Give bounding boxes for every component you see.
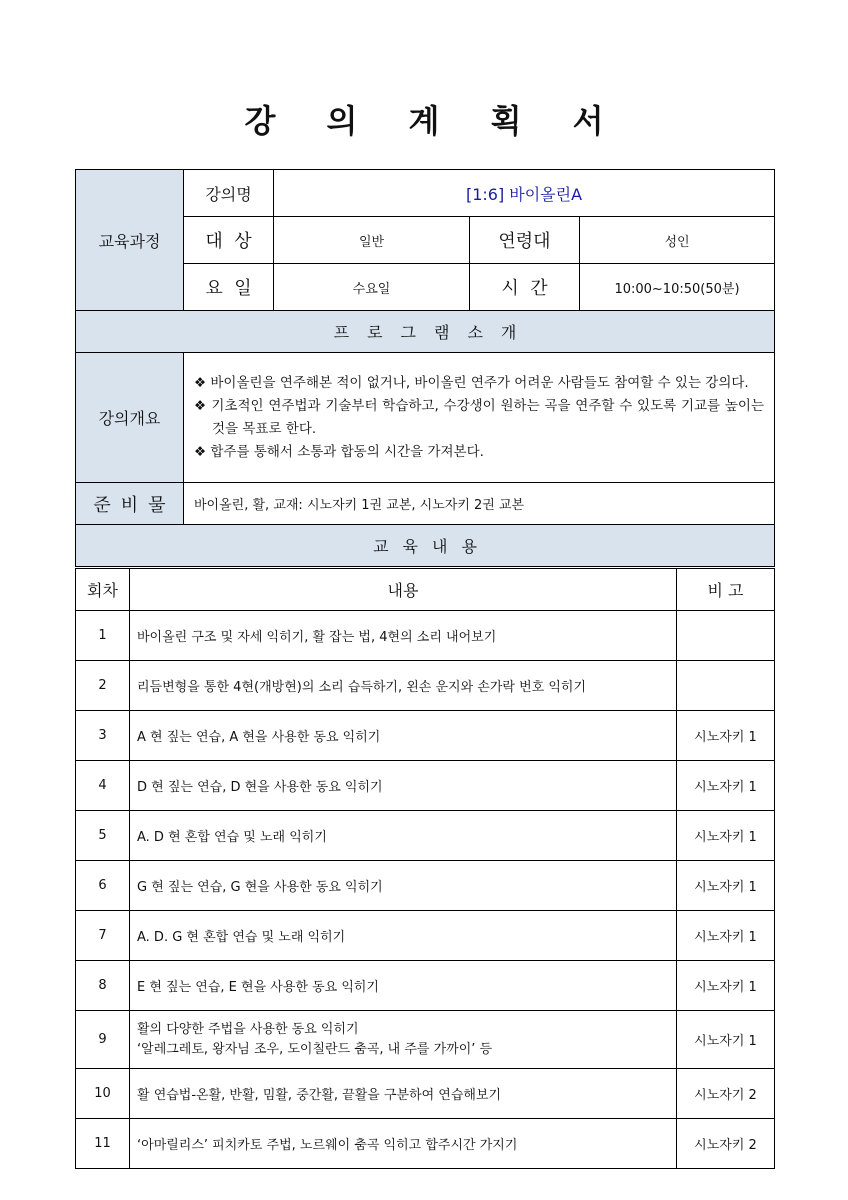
session-note: 시노자키 1 xyxy=(677,961,775,1011)
overview-item: ❖ 기초적인 연주법과 기술부터 학습하고, 수강생이 원하는 곡을 연주할 수 있도록 기교를 높이는 것을 목표로 한다. xyxy=(194,397,764,437)
session-note: 시노자키 1 xyxy=(677,711,775,761)
session-number: 1 xyxy=(76,611,130,661)
session-number: 8 xyxy=(76,961,130,1011)
table-row xyxy=(76,961,775,1011)
session-content: G 현 짚는 연습, G 현을 사용한 동요 익히기 xyxy=(130,861,677,911)
sessions-table xyxy=(75,568,775,1169)
session-content-line: ‘알레그레토, 왕자님 조우, 도이칠란드 춤곡, 내 주를 가까이’ 등 xyxy=(137,1041,493,1057)
overview-list xyxy=(184,353,775,483)
session-note: 시노자키 1 xyxy=(677,861,775,911)
session-note: 시노자키 1 xyxy=(677,761,775,811)
session-number: 11 xyxy=(76,1119,130,1169)
table-row xyxy=(76,1069,775,1119)
session-content: 활 연습법-온활, 반활, 밈활, 중간활, 끝활을 구분하여 연습해보기 xyxy=(130,1069,677,1119)
page-title: 강 의 계 획 서 xyxy=(244,102,624,140)
target-label: 대 상 xyxy=(184,217,274,264)
overview-item: ❖ 바이올린을 연주해본 적이 없거나, 바이올린 연주가 어려운 사람들도 참여할 수 있는 강의다. xyxy=(194,374,749,391)
table-row xyxy=(76,611,775,661)
content-header: 교육내용 xyxy=(76,525,775,567)
day-label: 요 일 xyxy=(184,264,274,311)
session-note: 시노자키 1 xyxy=(677,911,775,961)
materials-label: 준비물 xyxy=(76,483,184,525)
session-content: A. D 현 혼합 연습 및 노래 익히기 xyxy=(130,811,677,861)
session-number: 9 xyxy=(76,1011,130,1069)
table-row xyxy=(76,761,775,811)
session-content: 바이올린 구조 및 자세 익히기, 활 잡는 법, 4현의 소리 내어보기 xyxy=(130,611,677,661)
session-number: 7 xyxy=(76,911,130,961)
session-note: 시노자기 2 xyxy=(677,1069,775,1119)
session-note xyxy=(677,611,775,661)
session-content: A 현 짚는 연습, A 현을 사용한 동요 익히기 xyxy=(130,711,677,761)
session-number: 3 xyxy=(76,711,130,761)
overview-label: 강의개요 xyxy=(76,353,184,483)
session-number: 10 xyxy=(76,1069,130,1119)
table-row xyxy=(76,811,775,861)
table-row xyxy=(76,711,775,761)
session-number: 4 xyxy=(76,761,130,811)
program-intro-header: 프로그램소개 xyxy=(76,311,775,353)
table-row xyxy=(76,1119,775,1169)
course-name-label: 강의명 xyxy=(184,170,274,217)
table-row xyxy=(76,1011,775,1069)
age-label: 연령대 xyxy=(470,217,580,264)
time-label: 시 간 xyxy=(470,264,580,311)
day-value: 수요일 xyxy=(274,264,470,311)
curriculum-label: 교육과정 xyxy=(76,170,184,311)
session-content: A. D. G 현 혼합 연습 및 노래 익히기 xyxy=(130,911,677,961)
session-content: E 현 짚는 연습, E 현을 사용한 동요 익히기 xyxy=(130,961,677,1011)
table-row xyxy=(76,861,775,911)
target-value: 일반 xyxy=(274,217,470,264)
column-note: 비 고 xyxy=(677,569,775,611)
session-content: 리듬변형을 통한 4현(개방현)의 소리 습득하기, 왼손 운지와 손가락 번호 익히기 xyxy=(130,661,677,711)
session-content: ‘아마릴리스’ 피치카토 주법, 노르웨이 춤곡 익히고 합주시간 가지기 xyxy=(130,1119,677,1169)
session-number: 6 xyxy=(76,861,130,911)
session-note: 시노자키 2 xyxy=(677,1119,775,1169)
table-row xyxy=(76,911,775,961)
materials-value: 바이올린, 활, 교재: 시노자키 1권 교본, 시노자키 2권 교본 xyxy=(184,483,775,525)
time-value: 10:00~10:50(50분) xyxy=(580,264,775,311)
course-name: [1:6] 바이올린A xyxy=(274,170,775,217)
session-note xyxy=(677,661,775,711)
overview-item: ❖ 합주를 통해서 소통과 합동의 시간을 가져본다. xyxy=(194,443,484,460)
session-note: 시노자기 1 xyxy=(677,1011,775,1069)
session-content: D 현 짚는 연습, D 현을 사용한 동요 익히기 xyxy=(130,761,677,811)
column-content: 내용 xyxy=(130,569,677,611)
session-number: 2 xyxy=(76,661,130,711)
session-note: 시노자키 1 xyxy=(677,811,775,861)
column-session: 회차 xyxy=(76,569,130,611)
age-value: 성인 xyxy=(580,217,775,264)
session-content xyxy=(130,1011,677,1069)
session-number: 5 xyxy=(76,811,130,861)
course-info-table xyxy=(75,169,775,567)
table-row xyxy=(76,661,775,711)
session-content-line: 활의 다양한 주법을 사용한 동요 익히기 xyxy=(137,1021,359,1037)
